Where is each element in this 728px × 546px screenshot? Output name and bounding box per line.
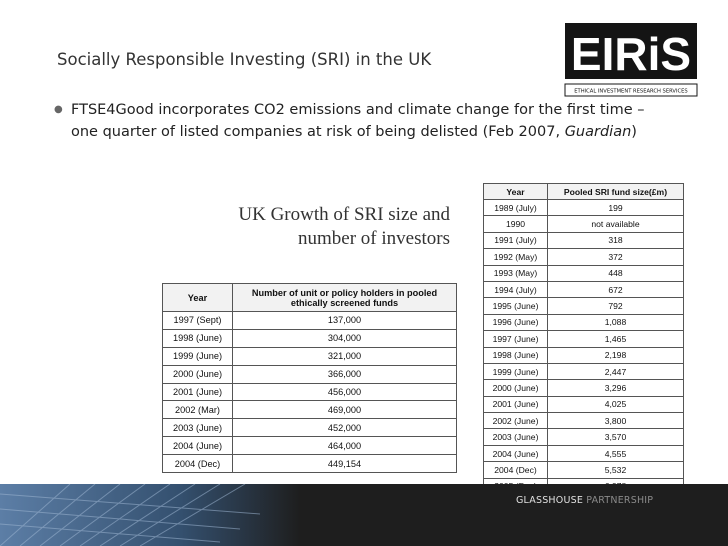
value-cell: 366,000 xyxy=(233,365,457,383)
year-cell: 2004 (Dec) xyxy=(484,462,548,478)
policy-holders-table-body xyxy=(163,312,457,473)
value-cell: 3,296 xyxy=(548,380,684,396)
growth-heading xyxy=(160,203,450,251)
year-cell: 1997 (June) xyxy=(484,331,548,347)
table-row xyxy=(163,383,457,401)
table-row xyxy=(163,312,457,330)
year-cell: 2003 (June) xyxy=(163,419,233,437)
value-cell: 3,800 xyxy=(548,413,684,429)
table-row xyxy=(163,365,457,383)
table-row xyxy=(484,429,684,445)
year-cell: 2004 (June) xyxy=(484,445,548,461)
value-cell: 199 xyxy=(548,200,684,216)
year-cell: 1999 (June) xyxy=(163,347,233,365)
value-cell: 5,532 xyxy=(548,462,684,478)
table-row xyxy=(484,413,684,429)
year-cell: 1989 (July) xyxy=(484,200,548,216)
year-cell: 1993 (May) xyxy=(484,265,548,281)
table-row xyxy=(484,462,684,478)
year-cell: 1996 (June) xyxy=(484,314,548,330)
year-cell: 1994 (July) xyxy=(484,281,548,297)
table-row xyxy=(484,200,684,216)
year-cell: 1991 (July) xyxy=(484,232,548,248)
eiris-logo xyxy=(564,22,698,98)
year-cell: 2000 (June) xyxy=(484,380,548,396)
year-cell: 2002 (June) xyxy=(484,413,548,429)
table-row xyxy=(163,419,457,437)
value-cell: 1,465 xyxy=(548,331,684,347)
footer-brand-light: PARTNERSHIP xyxy=(586,495,654,506)
year-cell: 2004 (Dec) xyxy=(163,455,233,473)
column-header: Number of unit or policy holders in pooled ethically screened funds xyxy=(233,284,457,312)
table-row xyxy=(163,437,457,455)
table-row xyxy=(484,281,684,297)
table-header-row xyxy=(163,284,457,312)
year-cell: 2002 (Mar) xyxy=(163,401,233,419)
column-header: Pooled SRI fund size(£m) xyxy=(548,184,684,200)
year-cell: 2003 (June) xyxy=(484,429,548,445)
table-row xyxy=(163,329,457,347)
table-row xyxy=(484,265,684,281)
table-row xyxy=(484,363,684,379)
fund-size-table-body xyxy=(484,200,684,495)
year-cell: 1990 xyxy=(484,216,548,232)
value-cell: 2,198 xyxy=(548,347,684,363)
table-row xyxy=(484,380,684,396)
table-row xyxy=(484,314,684,330)
bullet-item xyxy=(54,99,674,143)
table-row xyxy=(163,401,457,419)
column-header: Year xyxy=(163,284,233,312)
table-row xyxy=(484,396,684,412)
value-cell: 318 xyxy=(548,232,684,248)
year-cell: 1995 (June) xyxy=(484,298,548,314)
bullet-icon: ● xyxy=(54,104,63,115)
value-cell: 372 xyxy=(548,249,684,265)
building-image xyxy=(0,484,300,546)
year-cell: 1992 (May) xyxy=(484,249,548,265)
value-cell: 456,000 xyxy=(233,383,457,401)
logo-wordmark: EIRiS xyxy=(570,28,692,80)
table-row xyxy=(484,445,684,461)
table-row xyxy=(484,298,684,314)
table-row xyxy=(484,232,684,248)
value-cell: 464,000 xyxy=(233,437,457,455)
footer-brand-strong: GLASSHOUSE xyxy=(516,495,584,506)
value-cell: 449,154 xyxy=(233,455,457,473)
year-cell: 2001 (June) xyxy=(163,383,233,401)
footer-brand xyxy=(516,495,653,506)
value-cell: 137,000 xyxy=(233,312,457,330)
year-cell: 2001 (June) xyxy=(484,396,548,412)
value-cell: not available xyxy=(548,216,684,232)
growth-heading-line2: number of investors xyxy=(298,228,450,249)
value-cell: 452,000 xyxy=(233,419,457,437)
value-cell: 672 xyxy=(548,281,684,297)
table-row xyxy=(484,216,684,232)
value-cell: 2,447 xyxy=(548,363,684,379)
table-row xyxy=(484,347,684,363)
bullet-text: FTSE4Good incorporates CO2 emissions and climate change for the first time – one quarter of listed companies at risk of being delisted (Feb 2007, Guardian) xyxy=(71,102,645,140)
footer-bar xyxy=(0,484,728,546)
table-row xyxy=(484,249,684,265)
value-cell: 304,000 xyxy=(233,329,457,347)
table-row xyxy=(163,455,457,473)
column-header: Year xyxy=(484,184,548,200)
value-cell: 1,088 xyxy=(548,314,684,330)
fund-size-table xyxy=(483,183,684,495)
year-cell: 2000 (June) xyxy=(163,365,233,383)
value-cell: 4,025 xyxy=(548,396,684,412)
table-row xyxy=(163,347,457,365)
value-cell: 469,000 xyxy=(233,401,457,419)
value-cell: 792 xyxy=(548,298,684,314)
year-cell: 1997 (Sept) xyxy=(163,312,233,330)
growth-heading-line1: UK Growth of SRI size and xyxy=(238,204,450,225)
slide-title: Socially Responsible Investing (SRI) in the UK xyxy=(57,50,432,69)
source-citation: Guardian xyxy=(564,124,632,140)
value-cell: 3,570 xyxy=(548,429,684,445)
table-row xyxy=(484,331,684,347)
year-cell: 1998 (June) xyxy=(484,347,548,363)
value-cell: 4,555 xyxy=(548,445,684,461)
policy-holders-table xyxy=(162,283,457,473)
logo-tagline: ETHICAL INVESTMENT RESEARCH SERVICES xyxy=(574,88,688,95)
year-cell: 2004 (June) xyxy=(163,437,233,455)
value-cell: 321,000 xyxy=(233,347,457,365)
year-cell: 1999 (June) xyxy=(484,363,548,379)
table-header-row xyxy=(484,184,684,200)
value-cell: 448 xyxy=(548,265,684,281)
year-cell: 1998 (June) xyxy=(163,329,233,347)
